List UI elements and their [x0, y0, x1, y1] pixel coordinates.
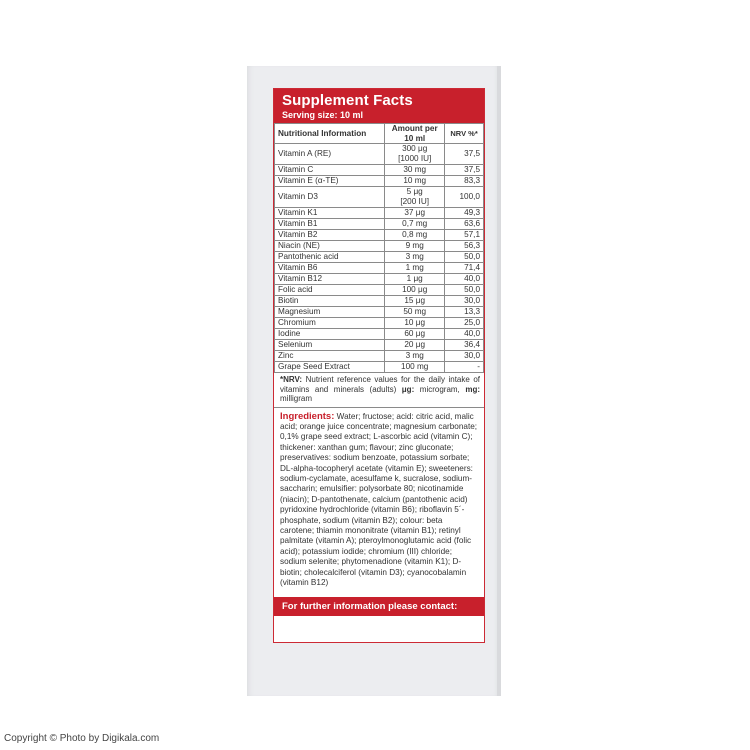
- facts-header: [274, 89, 484, 123]
- amount-iu: [1000 IU]: [398, 154, 432, 163]
- nutrient-amount: [385, 329, 445, 340]
- contact-area: [274, 616, 484, 642]
- nutrient-name: Zinc: [275, 351, 385, 362]
- nutrient-name: Niacin (NE): [275, 241, 385, 252]
- amount-value: 60 μg: [404, 329, 426, 338]
- amount-value: 10 μg: [404, 318, 426, 327]
- supplement-facts-label: [273, 88, 485, 643]
- amount-value: 15 μg: [404, 296, 426, 305]
- copyright-text: Copyright © Photo by Digikala.com: [4, 733, 160, 744]
- facts-title: Supplement Facts: [282, 92, 413, 109]
- nutrient-amount: [385, 165, 445, 176]
- nutrient-row: [275, 252, 484, 263]
- facts-header-row: [275, 124, 484, 144]
- nutrient-name: Folic acid: [275, 285, 385, 296]
- nutrient-row: [275, 362, 484, 373]
- nutrient-nrv: 83,3: [445, 176, 484, 187]
- nutrient-amount: [385, 285, 445, 296]
- nutrient-nrv: 13,3: [445, 307, 484, 318]
- mg-abbrev: mg:: [465, 384, 481, 394]
- nutrient-row: [275, 241, 484, 252]
- nutrient-row: [275, 208, 484, 219]
- ug-abbrev: μg:: [401, 384, 415, 394]
- amount-value: 30 mg: [403, 165, 427, 174]
- nrv-note: [274, 373, 484, 408]
- nutrient-amount: [385, 176, 445, 187]
- nutrient-row: [275, 263, 484, 274]
- nutrient-row: [275, 219, 484, 230]
- nutrient-amount: [385, 230, 445, 241]
- nutrient-name: Vitamin E (α-TE): [275, 176, 385, 187]
- nutrient-amount: [385, 263, 445, 274]
- amount-value: 10 mg: [403, 176, 427, 185]
- nutrient-name: Vitamin B6: [275, 263, 385, 274]
- amount-value: 100 mg: [401, 362, 429, 371]
- nutrient-row: [275, 296, 484, 307]
- nutrient-name: Vitamin B12: [275, 274, 385, 285]
- amount-value: 20 μg: [404, 340, 426, 349]
- nutrient-name: Grape Seed Extract: [275, 362, 385, 373]
- amount-value: 100 μg: [402, 285, 428, 294]
- amount-value: 1 μg: [406, 274, 423, 283]
- nutrient-amount: [385, 351, 445, 362]
- nutrient-amount: [385, 241, 445, 252]
- nutrient-nrv: 71,4: [445, 263, 484, 274]
- nutrient-nrv: 63,6: [445, 219, 484, 230]
- nutrient-nrv: 40,0: [445, 274, 484, 285]
- nutrient-row: [275, 230, 484, 241]
- nutrient-nrv: 30,0: [445, 296, 484, 307]
- serving-size: Serving size: 10 ml: [282, 110, 364, 120]
- amount-value: 3 mg: [405, 252, 424, 261]
- nutrient-nrv: 40,0: [445, 329, 484, 340]
- nutrient-row: [275, 329, 484, 340]
- nutrient-name: Pantothenic acid: [275, 252, 385, 263]
- nutrient-name: Vitamin C: [275, 165, 385, 176]
- nutrient-nrv: 37,5: [445, 165, 484, 176]
- header-name: Nutritional Information: [275, 124, 385, 144]
- amount-value: 9 mg: [405, 241, 424, 250]
- nutrient-row: [275, 285, 484, 296]
- nrv-note-text: Nutrient reference values for the daily intake of vitamins and minerals (adults): [280, 375, 480, 394]
- nutrient-amount: [385, 307, 445, 318]
- nutrient-nrv: 49,3: [445, 208, 484, 219]
- nutrient-amount: [385, 219, 445, 230]
- nutrient-nrv: -: [445, 362, 484, 373]
- nutrient-name: Vitamin B2: [275, 230, 385, 241]
- nutrient-amount: [385, 187, 445, 208]
- ug-text: microgram,: [414, 384, 466, 394]
- nutrient-nrv: 57,1: [445, 230, 484, 241]
- amount-value: 0,7 mg: [402, 219, 428, 228]
- amount-value: 3 mg: [405, 351, 424, 360]
- amount-value: 37 μg: [404, 208, 426, 217]
- nutrient-amount: [385, 318, 445, 329]
- nutrient-nrv: 56,3: [445, 241, 484, 252]
- nutrient-name: Vitamin K1: [275, 208, 385, 219]
- nutrient-amount: [385, 362, 445, 373]
- nutrient-amount: [385, 296, 445, 307]
- nutrient-amount: [385, 144, 445, 165]
- nutrient-name: Magnesium: [275, 307, 385, 318]
- nutrient-nrv: 50,0: [445, 285, 484, 296]
- nutrient-row: [275, 274, 484, 285]
- amount-value: 300 μg: [402, 144, 428, 153]
- nutrient-nrv: 100,0: [445, 187, 484, 208]
- nutrient-row: [275, 318, 484, 329]
- header-nrv: NRV %*: [445, 124, 484, 144]
- nutrient-name: Vitamin D3: [275, 187, 385, 208]
- amount-value: 0,8 mg: [402, 230, 428, 239]
- mg-text: milligram: [280, 394, 312, 403]
- amount-iu: [200 IU]: [400, 197, 430, 206]
- nutrient-row: [275, 176, 484, 187]
- nutrient-row: [275, 340, 484, 351]
- nutrient-nrv: 36,4: [445, 340, 484, 351]
- box-edge: [497, 66, 501, 696]
- nutrient-name: Chromium: [275, 318, 385, 329]
- nutrient-nrv: 25,0: [445, 318, 484, 329]
- nutrient-name: Iodine: [275, 329, 385, 340]
- amount-value: 50 mg: [403, 307, 427, 316]
- nutrient-row: [275, 187, 484, 208]
- nutrient-row: [275, 351, 484, 362]
- nutrient-row: [275, 307, 484, 318]
- nutrient-name: Vitamin B1: [275, 219, 385, 230]
- facts-table: [274, 123, 484, 373]
- nutrient-row: [275, 144, 484, 165]
- ingredients-text: Water; fructose; acid: citric acid, malic acid; orange juice concentrate; magnesium carbonate; 0,1% grape seed extract; L-ascorbic acid (vitamin C); thickener: xanthan gum; flavour; zinc gluconate; preservatives: sodium benzoate, potassium sorbate; DL-alpha-tocopheryl acetate (vitamin E); sweeteners: sodium-cyclamate, acesulfame k, sucralose, sodium-saccharin; emulsifier: polysorbate 80; nicotinamide (niacin); D-pantothenate, calcium (pantothenic acid) pyridoxine hydrochloride (vitamin B6); riboflavin 5´-phosphate, sodium (vitamin B2); colour: beta carotene; thiamin mononitrate (vitamin B1); retinyl palmitate (vitamin A); pteroylmonoglutamic acid (folic acid); potassium iodide; chromium (III) chloride; sodium selenite; phytomenadione (vitamin K1); D-biotin; cholecalciferol (vitamin D3); cyanocobalamin (vitamin B12): [280, 411, 478, 587]
- ingredients-label: Ingredients:: [280, 410, 335, 422]
- nutrient-row: [275, 165, 484, 176]
- ingredients: [274, 408, 484, 592]
- nrv-note-star: *NRV:: [280, 375, 303, 384]
- nutrient-nrv: 37,5: [445, 144, 484, 165]
- nutrient-nrv: 50,0: [445, 252, 484, 263]
- nutrient-name: Selenium: [275, 340, 385, 351]
- nutrient-amount: [385, 208, 445, 219]
- nutrient-amount: [385, 252, 445, 263]
- amount-value: 5 μg: [406, 187, 423, 196]
- nutrient-amount: [385, 274, 445, 285]
- contact-bar: For further information please contact:: [274, 597, 484, 616]
- amount-value: 1 mg: [405, 263, 424, 272]
- nutrient-amount: [385, 340, 445, 351]
- nutrient-nrv: 30,0: [445, 351, 484, 362]
- nutrient-name: Vitamin A (RE): [275, 144, 385, 165]
- nutrient-name: Biotin: [275, 296, 385, 307]
- header-amount: Amount per 10 ml: [385, 124, 445, 144]
